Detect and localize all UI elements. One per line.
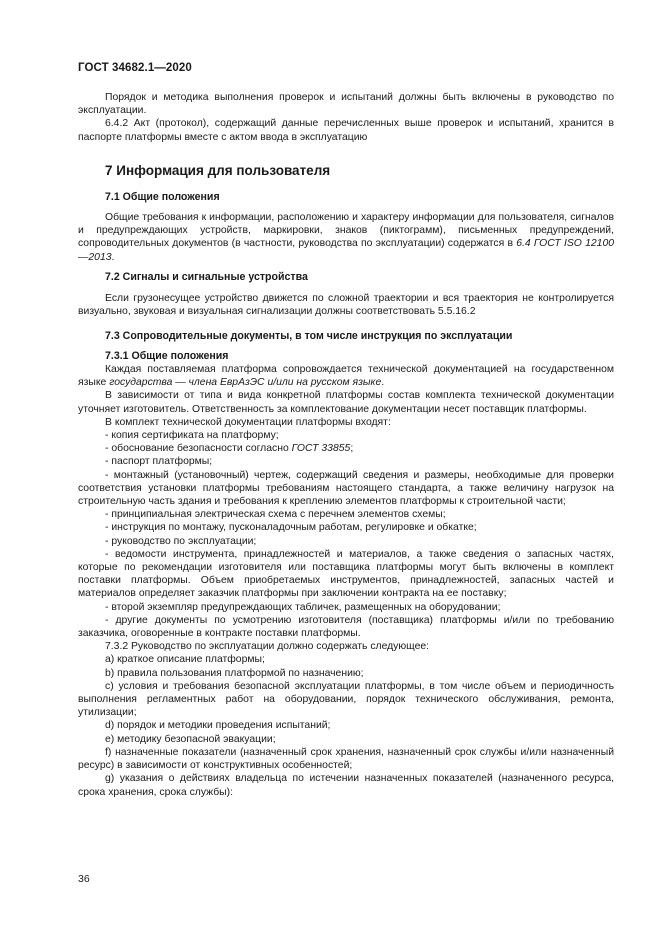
enumerated-item: f) назначенные показатели (назначенный срок хранения, назначенный срок службы и/или назначенный ресурс) в зависимости от конструктивных особенностей;	[78, 746, 614, 772]
subsection-heading: 7.2 Сигналы и сигнальные устройства	[105, 271, 308, 283]
list-item	[78, 442, 614, 455]
enumerated-item: g) указания о действиях владельца по истечении назначенных показателей (назначенного ресурса, срока хранения, срока службы):	[78, 773, 614, 798]
paragraph: Если грузонесущее устройство движется по сложной траектории и вся траектория не контролируется визуально, звуковая и визуальная сигнализации должны соответствовать 5.5.16.2	[78, 293, 614, 318]
standard-reference: ГОСТ 33855	[291, 443, 351, 455]
list-item: - инструкция по монтажу, пусконаладочным работам, регулировке и обкатке;	[105, 522, 477, 534]
paragraph	[78, 363, 614, 389]
text: .	[111, 251, 115, 263]
paragraph: Порядок и методика выполнения проверок и испытаний должны быть включены в руководство по эксплуатации.	[78, 92, 614, 117]
paragraph: В комплект технической документации платформы входят:	[105, 416, 391, 428]
text: ;	[350, 443, 354, 455]
enumerated-item: b) правила пользования платформой по назначению;	[105, 667, 364, 679]
clause-intro: 7.3.2 Руководство по эксплуатации должно содержать следующее:	[105, 641, 430, 653]
list-item: - ведомости инструмента, принадлежностей и материалов, а также сведения о запасных частях, которые по рекомендации изготовителя или поставщика платформы могут быть включены в комплект поставки платформы. Объем приобретаемых инструментов, принадлежностей, запасных частей и материалов определяет заказчик платформы при заключении контракта на ее поставку;	[78, 548, 614, 600]
clause-body	[78, 363, 614, 799]
subsection-body	[78, 211, 614, 264]
document-header: ГОСТ 34682.1—2020	[78, 62, 192, 74]
enumerated-item: d) порядок и методики проведения испытаний;	[105, 720, 331, 732]
subsection-body	[78, 292, 614, 318]
paragraph: 6.4.2 Акт (протокол), содержащий данные перечисленных выше проверок и испытаний, хранится в паспорте платформы вместе с актом ввода в эксплуатацию	[78, 118, 614, 143]
page-number: 36	[78, 873, 90, 885]
text: .	[381, 377, 385, 389]
enumerated-item: a) краткое описание платформы;	[105, 654, 265, 666]
text: Общие требования к информации, расположению и характеру информации для пользователя, сигналов и предупреждающих устройств, маркировки, знаков (пиктограмм), письменных предупреждений, сопроводительных документов (в частности, руководства по эксплуатации) содержатся в	[78, 212, 614, 250]
standard-reference: 6.4 ГОСТ ISO 12100—2013	[78, 238, 614, 263]
enumerated-item: e) методику безопасной эвакуации;	[105, 733, 276, 745]
list-item: - паспорт платформы;	[105, 456, 213, 468]
section-heading: 7 Информация для пользователя	[105, 163, 331, 178]
text: - обоснование безопасности согласно	[105, 443, 292, 455]
intro-block	[78, 91, 614, 144]
list-item: - второй экземпляр предупреждающих табличек, размещенных на оборудовании;	[105, 601, 501, 613]
paragraph	[78, 211, 614, 264]
list-item: - принципиальная электрическая схема с перечнем элементов схемы;	[105, 509, 446, 521]
list-item: - руководство по эксплуатации;	[105, 535, 257, 547]
subsection-heading: 7.1 Общие положения	[105, 191, 220, 203]
list-item: - другие документы по усмотрению изготовителя (поставщика) платформы и/или по требованию заказчика, оговоренные в контракте поставки платформы.	[78, 614, 614, 640]
subsection-heading: 7.3 Сопроводительные документы, в том числе инструкция по эксплуатации	[105, 330, 513, 342]
text: Каждая поставляемая платформа сопровождается технической документацией на государственном языке	[78, 364, 614, 389]
list-item: - монтажный (установочный) чертеж, содержащий сведения и размеры, необходимые для проверки соответствия установки платформы требованиям настоящего стандарта, а также величину нагрузок на строительную часть здания и требования к креплению элементов платформы к строительной части;	[78, 469, 614, 508]
list-item: - копия сертификата на платформу;	[105, 430, 279, 442]
clause-heading: 7.3.1 Общие положения	[105, 350, 229, 362]
enumerated-item: c) условия и требования безопасной эксплуатации платформы, в том числе объем и периодичность выполнения регламентных работ на оборудовании, порядок технического обслуживания, ремонта, утилизации;	[78, 680, 614, 719]
paragraph: В зависимости от типа и вида конкретной платформы состав комплекта технической документации уточняет изготовитель. Ответственность за комплектование документации несет поставщик платформы.	[78, 390, 614, 415]
italic-text: государства — члена ЕврАзЭС и/или на русском языке	[109, 377, 382, 389]
